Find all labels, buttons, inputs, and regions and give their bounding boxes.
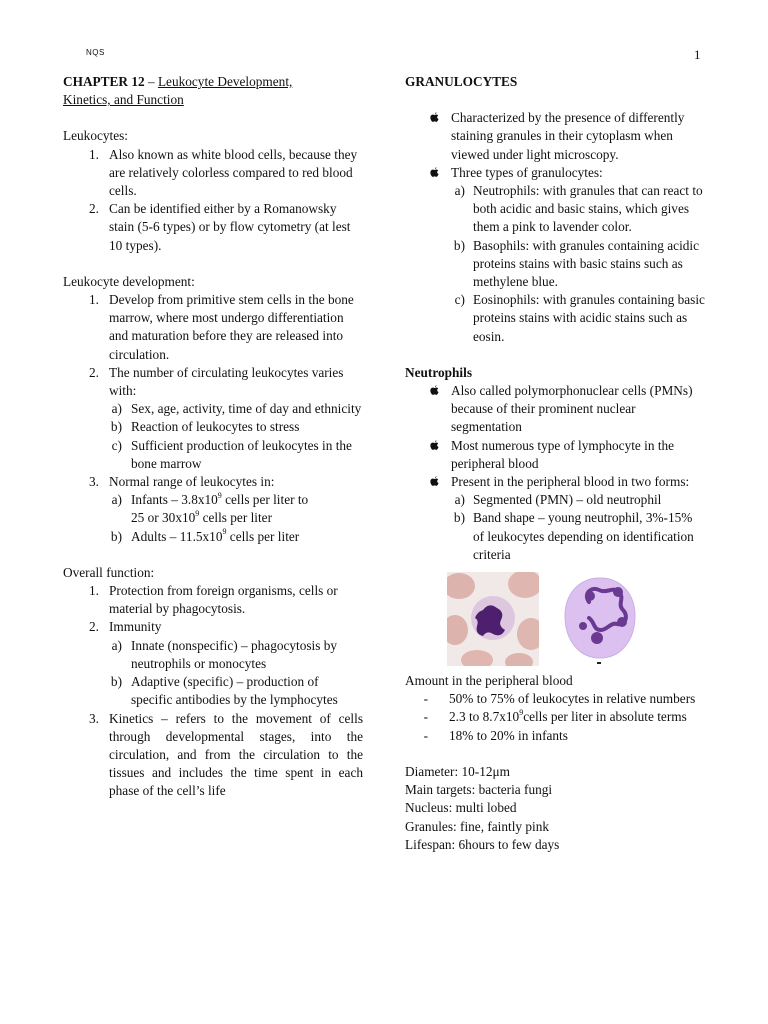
list-item bbox=[63, 200, 363, 255]
fact-granules: Granules: fine, faintly pink bbox=[405, 818, 550, 834]
bullet-item bbox=[405, 109, 705, 164]
bullet-text: Most numerous type of lymphocyte in the peripheral blood bbox=[451, 437, 675, 471]
sub-item bbox=[405, 291, 705, 346]
item-text: Develop from primitive stem cells in the bone marrow, where most undergo differentiation and maturation before they are released into circulation. bbox=[109, 292, 354, 362]
sub-letter: a) bbox=[111, 492, 122, 508]
list-item bbox=[63, 710, 363, 801]
item-number: 2. bbox=[89, 201, 99, 217]
item-number: 1. bbox=[89, 146, 99, 162]
sub-letter: a) bbox=[111, 637, 122, 653]
sub-item bbox=[63, 491, 363, 527]
list-item bbox=[63, 618, 363, 636]
bullet-text: Three types of granulocytes: bbox=[451, 164, 603, 180]
sub-text: Reaction of leukocytes to stress bbox=[131, 419, 300, 435]
sub-item bbox=[63, 528, 363, 546]
sub-letter: c) bbox=[454, 292, 465, 308]
neutrophils-heading: Neutrophils bbox=[405, 364, 472, 380]
bullet-text: Characterized by the presence of differently staining granules in their cytoplasm when viewed under light microscopy. bbox=[451, 110, 685, 162]
sub-item bbox=[63, 437, 363, 473]
sub-letter: b) bbox=[110, 419, 122, 435]
item-number: 1. bbox=[89, 583, 99, 599]
sub-letter: a) bbox=[454, 492, 465, 508]
apple-icon bbox=[430, 112, 439, 123]
sub-letter: a) bbox=[454, 183, 465, 199]
sub-text: Sufficient production of leukocytes in the bone marrow bbox=[131, 437, 352, 471]
sub-letter: c) bbox=[111, 437, 122, 453]
sub-text: Band shape – young neutrophil, 3%-15% of leukocytes depending on identification criteria bbox=[473, 510, 694, 562]
apple-icon bbox=[430, 385, 439, 396]
sub-item bbox=[405, 509, 705, 564]
item-number: 3. bbox=[89, 474, 99, 490]
list-item bbox=[63, 364, 363, 400]
item-text: Protection from foreign organisms, cells or material by phagocytosis. bbox=[109, 583, 338, 617]
sub-letter: a) bbox=[111, 401, 122, 417]
sub-text: Innate (nonspecific) – phagocytosis by neutrophils or monocytes bbox=[131, 637, 338, 671]
sub-letter: b) bbox=[110, 528, 122, 544]
left-column bbox=[63, 73, 363, 801]
sub-text: Eosinophils: with granules containing basic proteins stains with acidic stains such as eosin. bbox=[473, 292, 705, 344]
item-text: Kinetics – refers to the movement of cells through developmental stages, into the circulation, and from the circulation to the tissues and includes the time spent in each phase of the cell’s life bbox=[109, 710, 363, 799]
neutrophil-diagram bbox=[561, 572, 639, 666]
page-number: 1 bbox=[694, 47, 701, 62]
chapter-title bbox=[63, 73, 363, 109]
bullet-item bbox=[405, 437, 705, 473]
sub-item bbox=[63, 637, 363, 673]
fact-nucleus: Nucleus: multi lobed bbox=[405, 800, 517, 816]
function-heading: Overall function: bbox=[63, 564, 155, 580]
bullet-item bbox=[405, 164, 705, 182]
item-text: Also known as white blood cells, because they are relatively colorless compared to red blood cells. bbox=[109, 146, 358, 199]
leukocytes-heading: Leukocytes: bbox=[63, 128, 128, 144]
list-item bbox=[63, 146, 363, 201]
item-text: Can be identified either by a Romanowsky stain (5-6 types) or by flow cytometry (at lest 10 types). bbox=[109, 201, 351, 253]
bullet-text: Also called polymorphonuclear cells (PMNs) because of their prominent nuclear segmentation bbox=[451, 383, 693, 435]
sub-text: Basophils: with granules containing acidic proteins stains with basic stains such as methylene blue. bbox=[473, 237, 700, 290]
chapter-number: CHAPTER 12 bbox=[63, 74, 145, 89]
dash-text: 2.3 to $8.7x10^9cells$ per liter in absolute terms bbox=[449, 708, 687, 725]
sub-text: Adaptive (specific) – production of specific antibodies by the lymphocytes bbox=[131, 674, 338, 708]
item-number: 2. bbox=[89, 364, 99, 380]
dash-item: - 18% to 20% in infants bbox=[405, 727, 705, 745]
chapter-subtitle-line1: Leukocyte Development, bbox=[157, 74, 293, 89]
granulocytes-heading: GRANULOCYTES bbox=[405, 74, 518, 89]
dash-item: - 50% to 75% of leukocytes in relative numbers bbox=[405, 690, 705, 708]
sub-text: Segmented (PMN) – old neutrophil bbox=[473, 492, 662, 508]
sub-item bbox=[405, 491, 705, 509]
item-text: Immunity bbox=[109, 619, 162, 635]
list-item bbox=[63, 473, 363, 491]
list-item bbox=[63, 582, 363, 618]
item-text: Normal range of leukocytes in: bbox=[109, 474, 275, 490]
sub-text: Adults – $11.5x10^9$ cells per liter bbox=[131, 527, 300, 544]
sub-item bbox=[405, 182, 705, 237]
sub-text: Infants – $3.8x10^9$ cells per liter to 25 or $30x10^9$ cells per liter bbox=[131, 490, 309, 526]
item-number: 1. bbox=[89, 292, 99, 308]
apple-icon bbox=[430, 440, 439, 451]
sub-item bbox=[63, 400, 363, 418]
list-item bbox=[63, 291, 363, 364]
apple-icon bbox=[430, 476, 439, 487]
neutrophil-micrograph bbox=[447, 572, 539, 666]
item-number: 2. bbox=[89, 619, 99, 635]
header-initials: NQS bbox=[86, 48, 105, 57]
sub-item bbox=[405, 237, 705, 292]
amount-heading: Amount in the peripheral blood bbox=[405, 673, 573, 689]
chapter-subtitle-line2: Kinetics, and Function bbox=[63, 92, 184, 108]
apple-icon bbox=[430, 167, 439, 178]
bullet-item bbox=[405, 473, 705, 491]
sub-item bbox=[63, 673, 363, 709]
dash-item: - 2.3 to $8.7x10^9cells$ per liter in absolute terms bbox=[405, 708, 705, 726]
item-number: 3. bbox=[89, 710, 99, 726]
neutrophil-images bbox=[447, 572, 705, 666]
item-text: The number of circulating leukocytes varies with: bbox=[109, 364, 344, 399]
fact-targets: Main targets: bacteria fungi bbox=[405, 782, 553, 798]
bullet-item bbox=[405, 382, 705, 437]
sub-text: Neutrophils: with granules that can react to both acidic and basic stains, which gives them a pink to lavender color. bbox=[473, 183, 703, 235]
sub-letter: b) bbox=[453, 237, 465, 253]
sub-text: Sex, age, activity, time of day and ethnicity bbox=[131, 401, 362, 417]
fact-lifespan: Lifespan: 6hours to few days bbox=[405, 836, 560, 852]
sub-letter: b) bbox=[453, 510, 465, 526]
dash-text: 50% to 75% of leukocytes in relative numbers bbox=[449, 691, 696, 707]
dash-text: 18% to 20% in infants bbox=[449, 727, 568, 743]
right-column bbox=[405, 73, 705, 854]
fact-diameter: Diameter: 10-12μm bbox=[405, 763, 510, 779]
sub-letter: b) bbox=[110, 674, 122, 690]
development-heading: Leukocyte development: bbox=[63, 273, 195, 289]
bullet-text: Present in the peripheral blood in two forms: bbox=[451, 474, 690, 490]
title-dash: – bbox=[144, 74, 158, 89]
sub-item bbox=[63, 418, 363, 436]
